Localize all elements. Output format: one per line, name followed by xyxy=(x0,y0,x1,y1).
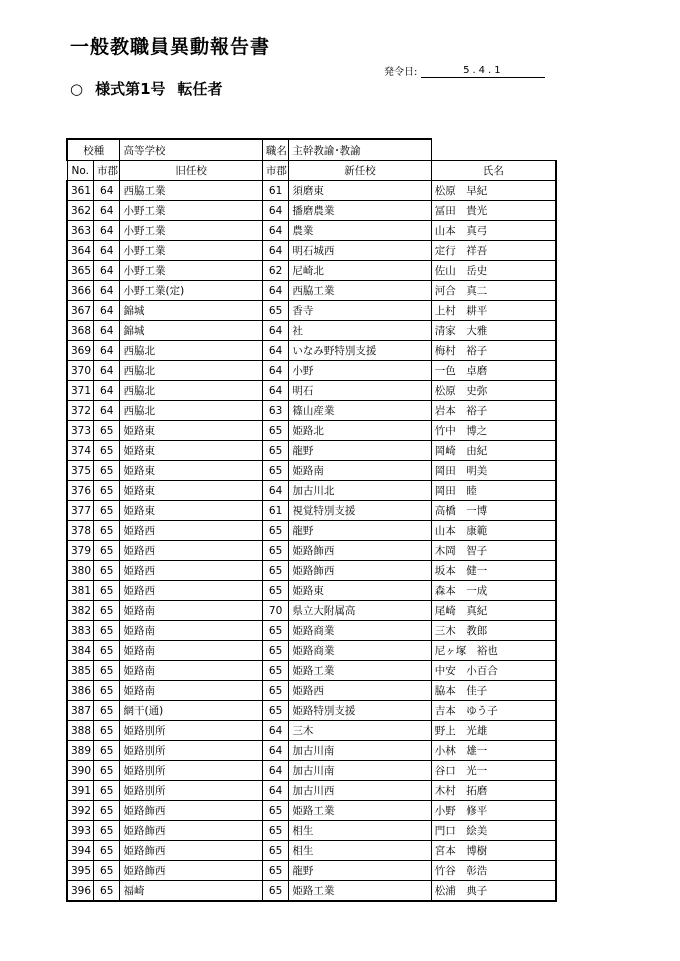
table-row xyxy=(67,601,556,621)
table-row xyxy=(67,301,556,321)
row-number: 381 xyxy=(67,581,93,601)
row-district-old: 64 xyxy=(93,381,119,401)
category-label: 転任者 xyxy=(177,80,223,98)
row-old-school: 小野工業 xyxy=(120,221,262,241)
row-number: 376 xyxy=(67,481,93,501)
row-number: 364 xyxy=(67,241,93,261)
row-old-school: 網干(通) xyxy=(120,701,262,721)
row-district-old: 65 xyxy=(93,541,119,561)
table-row xyxy=(67,721,556,741)
row-number: 375 xyxy=(67,461,93,481)
row-district-old: 65 xyxy=(93,441,119,461)
row-new-school: 龍野 xyxy=(289,441,431,461)
row-district-old: 65 xyxy=(93,681,119,701)
row-number: 374 xyxy=(67,441,93,461)
row-new-school: 相生 xyxy=(289,821,431,841)
row-new-school: 県立大附属高 xyxy=(289,601,431,621)
row-old-school: 姫路別所 xyxy=(120,781,262,801)
row-name: 木岡 智子 xyxy=(431,541,556,561)
table-row xyxy=(67,181,556,201)
order-date xyxy=(384,63,545,78)
row-new-school: 姫路商業 xyxy=(289,641,431,661)
row-new-school: 社 xyxy=(289,321,431,341)
row-district-new: 64 xyxy=(262,241,288,261)
row-name: 梅村 裕子 xyxy=(431,341,556,361)
table-row xyxy=(67,681,556,701)
row-new-school: 播磨農業 xyxy=(289,201,431,221)
row-new-school: 香寺 xyxy=(289,301,431,321)
table-row xyxy=(67,481,556,501)
row-name: 脇本 佳子 xyxy=(431,681,556,701)
row-number: 391 xyxy=(67,781,93,801)
row-new-school: 視覚特別支援 xyxy=(289,501,431,521)
row-new-school: 明石 xyxy=(289,381,431,401)
table-row xyxy=(67,621,556,641)
row-old-school: 西脇北 xyxy=(120,341,262,361)
position-value: 主幹教諭･教諭 xyxy=(289,139,431,161)
row-name: 上村 耕平 xyxy=(431,301,556,321)
table-row xyxy=(67,521,556,541)
row-district-new: 63 xyxy=(262,401,288,421)
row-district-old: 65 xyxy=(93,481,119,501)
row-name: 冨田 貴光 xyxy=(431,201,556,221)
row-district-new: 65 xyxy=(262,821,288,841)
row-district-old: 65 xyxy=(93,601,119,621)
row-district-old: 65 xyxy=(93,501,119,521)
school-type-value: 高等学校 xyxy=(120,139,262,161)
table-row xyxy=(67,421,556,441)
row-old-school: 姫路東 xyxy=(120,501,262,521)
col-no: No. xyxy=(67,161,93,181)
row-old-school: 姫路飾西 xyxy=(120,841,262,861)
row-district-old: 65 xyxy=(93,821,119,841)
row-district-old: 65 xyxy=(93,581,119,601)
row-number: 389 xyxy=(67,741,93,761)
row-old-school: 小野工業 xyxy=(120,201,262,221)
row-district-old: 65 xyxy=(93,661,119,681)
row-district-new: 64 xyxy=(262,321,288,341)
row-name: 中安 小百合 xyxy=(431,661,556,681)
row-name: 門口 絵美 xyxy=(431,821,556,841)
row-district-new: 65 xyxy=(262,841,288,861)
row-district-old: 65 xyxy=(93,701,119,721)
row-name: 森本 一成 xyxy=(431,581,556,601)
row-number: 377 xyxy=(67,501,93,521)
row-new-school: 三木 xyxy=(289,721,431,741)
row-district-new: 64 xyxy=(262,201,288,221)
row-district-new: 64 xyxy=(262,481,288,501)
row-number: 371 xyxy=(67,381,93,401)
row-number: 384 xyxy=(67,641,93,661)
table-row xyxy=(67,381,556,401)
table-meta-row xyxy=(67,139,556,161)
row-number: 365 xyxy=(67,261,93,281)
row-name: 尼ヶ塚 裕也 xyxy=(431,641,556,661)
row-name: 竹中 博之 xyxy=(431,421,556,441)
row-old-school: 西脇北 xyxy=(120,381,262,401)
row-district-new: 65 xyxy=(262,861,288,881)
row-old-school: 姫路飾西 xyxy=(120,801,262,821)
position-label: 職名 xyxy=(262,139,288,161)
row-name: 定行 祥吾 xyxy=(431,241,556,261)
row-district-new: 70 xyxy=(262,601,288,621)
row-district-old: 65 xyxy=(93,861,119,881)
row-new-school: 姫路東 xyxy=(289,581,431,601)
row-district-new: 65 xyxy=(262,441,288,461)
row-district-new: 65 xyxy=(262,541,288,561)
row-old-school: 姫路別所 xyxy=(120,721,262,741)
row-name: 野上 光雄 xyxy=(431,721,556,741)
row-new-school: 須磨東 xyxy=(289,181,431,201)
row-new-school: 相生 xyxy=(289,841,431,861)
table-row xyxy=(67,261,556,281)
row-district-old: 65 xyxy=(93,521,119,541)
table-row xyxy=(67,541,556,561)
row-new-school: 龍野 xyxy=(289,521,431,541)
row-number: 386 xyxy=(67,681,93,701)
row-name: 宮本 博樹 xyxy=(431,841,556,861)
row-district-new: 65 xyxy=(262,461,288,481)
row-new-school: 小野 xyxy=(289,361,431,381)
row-district-old: 65 xyxy=(93,841,119,861)
row-district-old: 65 xyxy=(93,561,119,581)
row-district-new: 65 xyxy=(262,621,288,641)
row-old-school: 姫路東 xyxy=(120,421,262,441)
row-district-old: 64 xyxy=(93,341,119,361)
row-name: 岡崎 由紀 xyxy=(431,441,556,461)
table-row xyxy=(67,861,556,881)
row-name: 岡田 明美 xyxy=(431,461,556,481)
row-district-old: 65 xyxy=(93,721,119,741)
row-number: 366 xyxy=(67,281,93,301)
row-name: 谷口 光一 xyxy=(431,761,556,781)
row-number: 382 xyxy=(67,601,93,621)
row-old-school: 姫路東 xyxy=(120,481,262,501)
row-district-old: 64 xyxy=(93,201,119,221)
row-number: 378 xyxy=(67,521,93,541)
row-district-old: 64 xyxy=(93,321,119,341)
row-old-school: 姫路西 xyxy=(120,521,262,541)
row-district-old: 64 xyxy=(93,261,119,281)
col-old-school: 旧任校 xyxy=(120,161,262,181)
row-district-new: 64 xyxy=(262,781,288,801)
row-number: 367 xyxy=(67,301,93,321)
row-district-new: 64 xyxy=(262,221,288,241)
row-district-old: 64 xyxy=(93,281,119,301)
row-new-school: 姫路商業 xyxy=(289,621,431,641)
row-old-school: 姫路南 xyxy=(120,681,262,701)
row-district-new: 65 xyxy=(262,661,288,681)
table-row xyxy=(67,661,556,681)
table-row xyxy=(67,561,556,581)
row-number: 396 xyxy=(67,881,93,902)
row-district-new: 61 xyxy=(262,501,288,521)
row-new-school: 尼崎北 xyxy=(289,261,431,281)
row-new-school: 姫路工業 xyxy=(289,661,431,681)
row-number: 379 xyxy=(67,541,93,561)
row-district-old: 64 xyxy=(93,401,119,421)
row-number: 395 xyxy=(67,861,93,881)
row-new-school: 姫路南 xyxy=(289,461,431,481)
row-number: 385 xyxy=(67,661,93,681)
row-district-old: 65 xyxy=(93,421,119,441)
table-row xyxy=(67,341,556,361)
transfer-table xyxy=(66,138,557,902)
row-old-school: 小野工業(定) xyxy=(120,281,262,301)
row-name: 岡田 睦 xyxy=(431,481,556,501)
row-district-old: 65 xyxy=(93,801,119,821)
table-row xyxy=(67,801,556,821)
row-name: 一色 卓磨 xyxy=(431,361,556,381)
row-district-new: 62 xyxy=(262,261,288,281)
row-name: 松原 早紀 xyxy=(431,181,556,201)
table-row xyxy=(67,281,556,301)
row-old-school: 錦城 xyxy=(120,301,262,321)
row-old-school: 姫路西 xyxy=(120,581,262,601)
row-district-old: 65 xyxy=(93,461,119,481)
row-name: 佐山 岳史 xyxy=(431,261,556,281)
row-name: 小野 修平 xyxy=(431,801,556,821)
circle-icon: ○ xyxy=(70,80,84,98)
row-old-school: 姫路南 xyxy=(120,621,262,641)
row-district-old: 64 xyxy=(93,181,119,201)
school-type-label: 校種 xyxy=(67,139,120,161)
row-old-school: 姫路飾西 xyxy=(120,861,262,881)
row-old-school: 姫路南 xyxy=(120,641,262,661)
empty-cell xyxy=(431,139,556,161)
row-old-school: 姫路東 xyxy=(120,441,262,461)
row-district-old: 65 xyxy=(93,621,119,641)
table-row xyxy=(67,841,556,861)
row-number: 362 xyxy=(67,201,93,221)
row-number: 383 xyxy=(67,621,93,641)
row-old-school: 小野工業 xyxy=(120,261,262,281)
row-district-new: 65 xyxy=(262,881,288,902)
row-district-new: 61 xyxy=(262,181,288,201)
row-number: 393 xyxy=(67,821,93,841)
row-number: 380 xyxy=(67,561,93,581)
row-old-school: 姫路東 xyxy=(120,461,262,481)
row-old-school: 姫路別所 xyxy=(120,761,262,781)
row-number: 363 xyxy=(67,221,93,241)
table-row xyxy=(67,201,556,221)
row-old-school: 姫路南 xyxy=(120,661,262,681)
form-heading xyxy=(70,78,223,99)
order-date-value: 5.4.1 xyxy=(421,65,545,78)
row-district-new: 65 xyxy=(262,561,288,581)
row-district-new: 65 xyxy=(262,641,288,661)
row-number: 388 xyxy=(67,721,93,741)
row-district-old: 64 xyxy=(93,361,119,381)
row-district-new: 65 xyxy=(262,301,288,321)
row-new-school: 西脇工業 xyxy=(289,281,431,301)
row-old-school: 錦城 xyxy=(120,321,262,341)
form-number: 様式第1号 xyxy=(95,80,166,98)
row-new-school: 篠山産業 xyxy=(289,401,431,421)
table-row xyxy=(67,701,556,721)
row-new-school: 龍野 xyxy=(289,861,431,881)
row-district-old: 64 xyxy=(93,241,119,261)
table-row xyxy=(67,761,556,781)
table-row xyxy=(67,241,556,261)
row-number: 373 xyxy=(67,421,93,441)
row-name: 三木 教郎 xyxy=(431,621,556,641)
col-new-school: 新任校 xyxy=(289,161,431,181)
row-name: 竹谷 彰浩 xyxy=(431,861,556,881)
table-header-row xyxy=(67,161,556,181)
row-new-school: 姫路特別支援 xyxy=(289,701,431,721)
row-district-new: 65 xyxy=(262,581,288,601)
row-old-school: 姫路西 xyxy=(120,541,262,561)
row-new-school: 姫路西 xyxy=(289,681,431,701)
row-old-school: 西脇工業 xyxy=(120,181,262,201)
row-new-school: 加古川南 xyxy=(289,741,431,761)
row-name: 坂本 健一 xyxy=(431,561,556,581)
table-row xyxy=(67,361,556,381)
row-old-school: 姫路別所 xyxy=(120,741,262,761)
row-district-old: 65 xyxy=(93,641,119,661)
row-district-new: 64 xyxy=(262,281,288,301)
row-district-new: 65 xyxy=(262,421,288,441)
row-district-old: 65 xyxy=(93,781,119,801)
row-district-old: 65 xyxy=(93,881,119,902)
row-district-new: 64 xyxy=(262,341,288,361)
document-title: 一般教職員異動報告書 xyxy=(70,36,271,58)
row-number: 390 xyxy=(67,761,93,781)
row-district-old: 64 xyxy=(93,301,119,321)
row-old-school: 西脇北 xyxy=(120,361,262,381)
row-name: 吉本 ゆう子 xyxy=(431,701,556,721)
row-old-school: 姫路飾西 xyxy=(120,821,262,841)
table-row xyxy=(67,781,556,801)
row-name: 松原 史弥 xyxy=(431,381,556,401)
row-district-new: 65 xyxy=(262,801,288,821)
row-new-school: 姫路飾西 xyxy=(289,561,431,581)
row-district-new: 64 xyxy=(262,361,288,381)
col-district-old: 市郡 xyxy=(93,161,119,181)
table-row xyxy=(67,581,556,601)
row-new-school: 農業 xyxy=(289,221,431,241)
row-district-new: 65 xyxy=(262,701,288,721)
row-new-school: 加古川南 xyxy=(289,761,431,781)
row-name: 尾崎 真紀 xyxy=(431,601,556,621)
col-name: 氏名 xyxy=(431,161,556,181)
row-district-old: 65 xyxy=(93,761,119,781)
row-name: 木村 拓磨 xyxy=(431,781,556,801)
row-new-school: 姫路工業 xyxy=(289,881,431,902)
row-old-school: 小野工業 xyxy=(120,241,262,261)
row-district-new: 65 xyxy=(262,681,288,701)
row-name: 高橋 一博 xyxy=(431,501,556,521)
row-district-new: 65 xyxy=(262,521,288,541)
row-district-old: 65 xyxy=(93,741,119,761)
col-district-new: 市郡 xyxy=(262,161,288,181)
row-number: 387 xyxy=(67,701,93,721)
row-new-school: 姫路工業 xyxy=(289,801,431,821)
row-number: 361 xyxy=(67,181,93,201)
table-row xyxy=(67,221,556,241)
table-row xyxy=(67,501,556,521)
row-district-new: 64 xyxy=(262,381,288,401)
row-new-school: 姫路北 xyxy=(289,421,431,441)
row-old-school: 福崎 xyxy=(120,881,262,902)
row-new-school: 加古川北 xyxy=(289,481,431,501)
row-number: 372 xyxy=(67,401,93,421)
row-district-new: 64 xyxy=(262,741,288,761)
row-new-school: 明石城西 xyxy=(289,241,431,261)
table-row xyxy=(67,321,556,341)
table-row xyxy=(67,401,556,421)
row-old-school: 姫路西 xyxy=(120,561,262,581)
row-name: 河合 真二 xyxy=(431,281,556,301)
row-new-school: 加古川西 xyxy=(289,781,431,801)
table-row xyxy=(67,881,556,902)
row-district-old: 64 xyxy=(93,221,119,241)
table-row xyxy=(67,641,556,661)
table-row xyxy=(67,821,556,841)
row-old-school: 姫路南 xyxy=(120,601,262,621)
row-name: 山本 真弓 xyxy=(431,221,556,241)
row-name: 小林 雄一 xyxy=(431,741,556,761)
row-new-school: いなみ野特別支援 xyxy=(289,341,431,361)
row-number: 392 xyxy=(67,801,93,821)
row-number: 370 xyxy=(67,361,93,381)
row-new-school: 姫路飾西 xyxy=(289,541,431,561)
row-name: 岩本 裕子 xyxy=(431,401,556,421)
table-body xyxy=(67,181,556,902)
row-number: 369 xyxy=(67,341,93,361)
table-row xyxy=(67,441,556,461)
table-row xyxy=(67,741,556,761)
row-number: 368 xyxy=(67,321,93,341)
row-name: 清家 大雅 xyxy=(431,321,556,341)
row-old-school: 西脇北 xyxy=(120,401,262,421)
table-row xyxy=(67,461,556,481)
row-name: 松浦 典子 xyxy=(431,881,556,902)
row-district-new: 64 xyxy=(262,761,288,781)
row-number: 394 xyxy=(67,841,93,861)
row-name: 山本 康範 xyxy=(431,521,556,541)
order-date-label: 発令日: xyxy=(384,67,418,78)
row-district-new: 64 xyxy=(262,721,288,741)
